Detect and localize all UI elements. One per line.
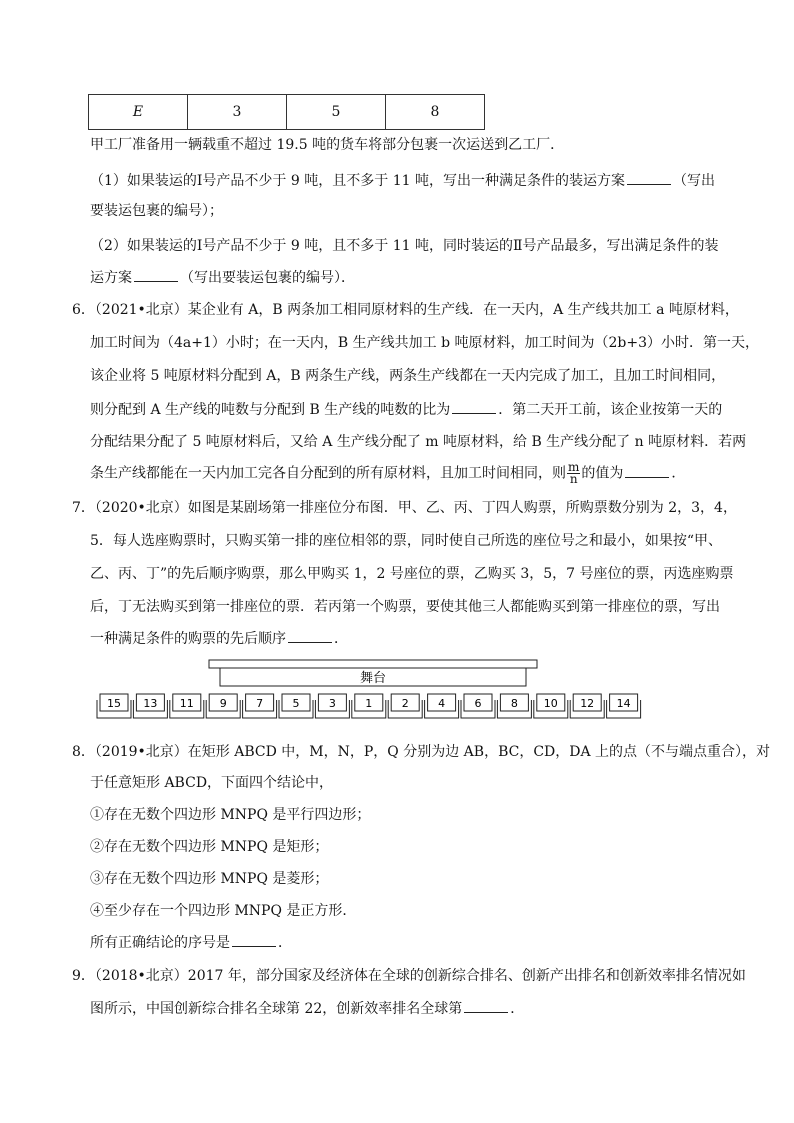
seat: [425, 694, 459, 718]
q6-line4-tail: ．第二天开工前，该企业按第一天的: [498, 402, 723, 418]
q6-line6: [90, 462, 685, 485]
fraction-numerator: m: [568, 460, 580, 474]
q6-line3: 该企业将 5 吨原材料分配到 A，B 两条生产线，两条生产线都在一天内完成了加工，且加工时间相同，: [90, 368, 726, 384]
q9-line2-head: 图所示，中国创新综合排名全球第 22，创新效率排名全球第: [90, 1001, 463, 1017]
q7-line5-head: 一种满足条件的购票的先后顺序: [90, 631, 286, 647]
seat: [206, 694, 240, 718]
answer-blank[interactable]: [134, 267, 178, 282]
q9-line2: [90, 998, 524, 1019]
seat: [461, 694, 495, 718]
seat-number: 1: [365, 697, 373, 710]
seat-number: 8: [510, 697, 518, 710]
q6-line2: 加工时间为（4a+1）小时；在一天内，B 生产线共加工 b 吨原材料，加工时间为（2b+3）小时．第一天，: [90, 335, 759, 351]
q5-part1-line1: [90, 170, 715, 191]
seat: [570, 694, 604, 718]
seat: [388, 694, 422, 718]
seat-number: 10: [543, 697, 558, 710]
q6-line6-head: 条生产线都能在一天内加工完各自分配到的所有原材料，且加工时间相同，则: [90, 465, 566, 482]
seat-number: 9: [219, 697, 227, 710]
q7-line2: 5．每人选座购票时，只购买第一排的座位相邻的票，同时使自己所选的座位号之和最小，如果按“甲、: [90, 533, 723, 549]
seat-number: 12: [580, 697, 595, 710]
fraction-denominator: n: [569, 472, 578, 486]
seat: [243, 694, 277, 718]
stage-label: 舞台: [359, 671, 387, 686]
table-cell: E: [89, 95, 188, 130]
q6-line6-mid: 的值为: [581, 465, 624, 482]
answer-blank[interactable]: [627, 170, 671, 185]
seat: [607, 694, 641, 718]
seat-number: 15: [107, 697, 121, 710]
seat-number: 11: [179, 697, 194, 710]
q9-line2-tail: ．: [510, 1001, 525, 1017]
q7-line1: 7．（2020•北京）如图是某剧场第一排座位分布图．甲、乙、丙、丁四人购票，所购票数分别为 2，3，4，: [72, 500, 737, 516]
q7-line5: [90, 628, 348, 649]
seat-number: 4: [438, 697, 446, 710]
q7-line4: 后，丁无法购买到第一排座位的票．若丙第一个购票，要使其他三人都能购买到第一排座位的票，写出: [90, 599, 720, 615]
seat: [170, 694, 204, 718]
stage-top-bar: [209, 660, 537, 668]
q7-line3: 乙、丙、丁”的先后顺序购票，那么甲购买 1，2 号座位的票，乙购买 3，5，7 号座位的票，丙选座购票: [90, 566, 734, 582]
q8-line2: 于任意矩形 ABCD，下面四个结论中，: [90, 775, 334, 791]
q6-line6-tail: ．: [671, 465, 686, 482]
q8-conclusion-2: ②存在无数个四边形 MNPQ 是矩形；: [90, 839, 329, 855]
q8-conclusion-1: ①存在无数个四边形 MNPQ 是平行四边形；: [90, 807, 371, 823]
q8-conclusion-4: ④至少存在一个四边形 MNPQ 是正方形．: [90, 903, 357, 919]
q5-part2-line1: （2）如果装运的Ⅰ号产品不少于 9 吨，且不多于 11 吨，同时装运的Ⅱ号产品最多，写出满足条件的装: [90, 238, 719, 254]
table-row: [89, 95, 485, 130]
seat-number: 13: [143, 697, 158, 710]
answer-blank[interactable]: [452, 399, 496, 414]
seat: [279, 694, 313, 718]
seat-number: 7: [256, 697, 264, 710]
q8-line1: 8．（2019•北京）在矩形 ABCD 中，M，N，P，Q 分别为边 AB，BC，CD，DA 上的点（不与端点重合），对: [72, 744, 771, 760]
table-cell: 8: [386, 95, 485, 130]
q5-part2-tail: （写出要装运包裹的编号）．: [180, 270, 355, 286]
theater-seating-diagram: [92, 657, 652, 725]
answer-blank[interactable]: [288, 628, 332, 643]
q5-part1-line2: 要装运包裹的编号）；: [90, 203, 223, 219]
q8-answer-tail: ．: [278, 935, 292, 951]
q6-line4-head: 则分配到 A 生产线的吨数与分配到 B 生产线的吨数的比为: [90, 402, 451, 418]
answer-blank[interactable]: [625, 463, 669, 478]
seat: [534, 694, 568, 718]
seat: [315, 694, 349, 718]
q5-part1-text: （1）如果装运的Ⅰ号产品不少于 9 吨，且不多于 11 吨，写出一种满足条件的装运方案: [90, 173, 625, 189]
seat-number: 2: [401, 697, 409, 710]
q5-part1-tail: （写出: [672, 173, 715, 189]
table-cell: 5: [287, 95, 386, 130]
seat: [352, 694, 386, 718]
table-cell: 3: [188, 95, 287, 130]
answer-blank[interactable]: [232, 932, 276, 947]
seat-number: 3: [328, 697, 336, 710]
seat-number: 6: [474, 697, 482, 710]
q9-line1: 9．（2018•北京）2017 年，部分国家及经济体在全球的创新综合排名、创新产出排名和创新效率排名情况如: [72, 968, 746, 984]
q8-answer-line: [90, 932, 292, 953]
q8-conclusion-3: ③存在无数个四边形 MNPQ 是菱形；: [90, 871, 329, 887]
q5-intro: 甲工厂准备用一辆载重不超过 19.5 吨的货车将部分包裹一次运送到乙工厂．: [90, 137, 565, 153]
q6-line4: [90, 399, 722, 420]
q5-part2-line2: [90, 267, 355, 288]
seat-number: 5: [292, 697, 300, 710]
seat: [497, 694, 531, 718]
seat: [133, 694, 167, 718]
fraction-m-over-n: [567, 462, 580, 485]
q6-line5: 分配结果分配了 5 吨原材料后，又给 A 生产线分配了 m 吨原材料，给 B 生产线分配了 n 吨原材料．若两: [90, 434, 747, 450]
seat-number: 14: [616, 697, 631, 710]
seat: [97, 694, 131, 718]
answer-blank[interactable]: [464, 998, 508, 1013]
q5-part2-head: 运方案: [90, 270, 132, 286]
q7-line5-tail: ．: [334, 631, 348, 647]
package-table: [88, 94, 485, 130]
q8-answer-head: 所有正确结论的序号是: [90, 935, 230, 951]
q6-line1: 6．（2021•北京）某企业有 A，B 两条加工相同原材料的生产线．在一天内，A 生产线共加工 a 吨原材料，: [72, 302, 739, 318]
seat-row: [97, 694, 641, 718]
